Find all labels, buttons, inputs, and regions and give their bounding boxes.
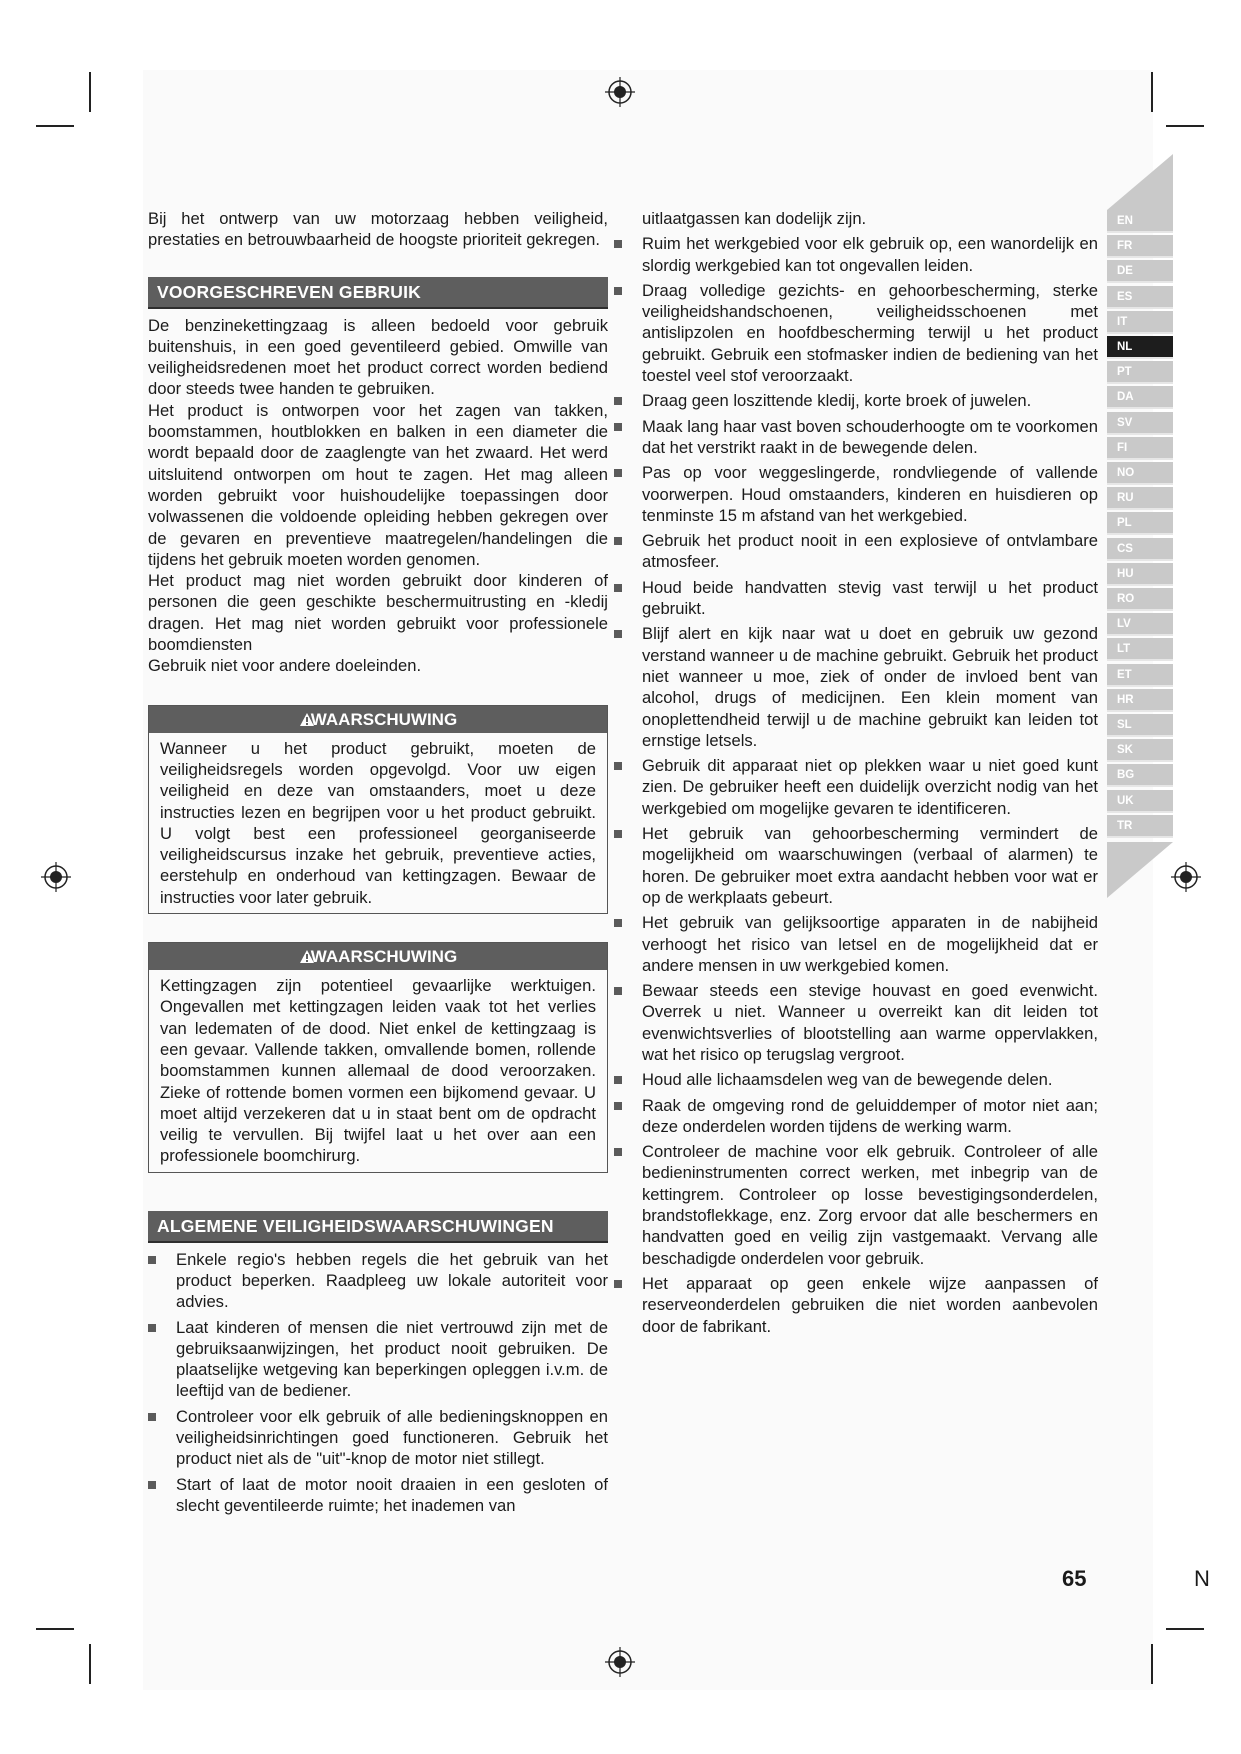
- registration-mark-icon: [41, 862, 71, 892]
- list-item-text: uitlaatgassen kan dodelijk zijn.: [642, 209, 867, 228]
- crop-mark: [1166, 125, 1204, 127]
- crop-mark: [36, 1628, 74, 1630]
- left-column: [148, 208, 608, 1520]
- bullet-icon: [614, 537, 622, 545]
- bullet-icon: [614, 1280, 622, 1288]
- bullet-icon: [614, 287, 622, 295]
- crop-mark: [1166, 1628, 1204, 1630]
- tab-hu[interactable]: HU: [1107, 563, 1173, 586]
- safety-list: [148, 1249, 608, 1517]
- bullet-icon: [614, 584, 622, 592]
- intro-paragraph: Bij het ontwerp van uw motorzaag hebben veiligheid, prestaties en betrouwbaarheid de hoogste prioriteit gekregen.: [148, 209, 608, 250]
- list-item: [614, 416, 1098, 459]
- bullet-icon: [148, 1481, 156, 1489]
- bullet-icon: [148, 1256, 156, 1264]
- crop-mark: [89, 1644, 91, 1684]
- list-item: [614, 1141, 1098, 1269]
- list-item-text: Het apparaat op geen enkele wijze aanpassen of reserveonderdelen gebruiken die niet worden aanbevolen door de fabrikant.: [642, 1273, 1098, 1336]
- tab-es[interactable]: ES: [1107, 286, 1173, 309]
- bullet-icon: [614, 919, 622, 927]
- bullet-icon: [614, 987, 622, 995]
- tab-sl[interactable]: SL: [1107, 714, 1173, 737]
- tab-it[interactable]: IT: [1107, 311, 1173, 334]
- warning-box: [148, 942, 608, 1173]
- list-item: [614, 823, 1098, 908]
- list-item-text: Pas op voor weggeslingerde, rondvliegende of vallende voorwerpen. Houd omstaanders, kinderen en huisdieren op tenminste 15 m afstand van het werkgebied.: [642, 463, 1098, 525]
- bullet-icon: [614, 397, 622, 405]
- tab-pt[interactable]: PT: [1107, 361, 1173, 384]
- tab-fi[interactable]: FI: [1107, 437, 1173, 460]
- right-column: [642, 208, 1098, 1341]
- tab-lt[interactable]: LT: [1107, 638, 1173, 661]
- paragraph: Het product is ontworpen voor het zagen van takken, boomstammen, houtblokken en balken in een diameter die wordt bepaald door de zaaglengte van het zwaard. Het werd uitsluitend ontworpen om hout te zagen. Het mag alleen worden gebruikt voor huishoudelijke toepassingen door volwassenen die voldoende opleiding hebben gekregen over de gevaren en preventieve maatregelen/handelingen die tijdens het gebruik moeten worden genomen.: [148, 400, 608, 569]
- bullet-icon: [614, 1102, 622, 1110]
- list-item: [148, 1406, 608, 1470]
- warning-text: Kettingzagen zijn potentieel gevaarlijke werktuigen. Ongevallen met kettingzagen leiden vaak tot het verlies van ledematen of de dood. Niet enkel de kettingzaag is een gevaar. Vallende takken, omvallende bomen, rollende boomstammen kunnen allemaal de dood veroorzaken. Zieke of rottende bomen vormen een bijkomend gevaar. U moet altijd verzekeren dat u in staat bent om de opdracht veilig te vervullen. Bij twijfel laat u het over aan een professionele boomchirurg.: [160, 976, 596, 1166]
- list-item-text: Houd alle lichaamsdelen weg van de bewegende delen.: [642, 1070, 1053, 1090]
- tab-strip-bottom-wedge: [1107, 842, 1173, 898]
- tab-cs[interactable]: CS: [1107, 538, 1173, 561]
- section-heading-prescribed-use: VOORGESCHREVEN GEBRUIK: [148, 277, 608, 309]
- tab-en[interactable]: EN: [1107, 210, 1173, 233]
- bullet-icon: [614, 1076, 622, 1084]
- list-item-text: Maak lang haar vast boven schouderhoogte om te voorkomen dat het verstrikt raakt in de bewegende delen.: [642, 416, 1098, 457]
- list-item: [614, 755, 1098, 819]
- list-item: [614, 1069, 1098, 1090]
- tab-fr[interactable]: FR: [1107, 235, 1173, 258]
- list-item-text: Controleer de machine voor elk gebruik. Controleer of alle bedieninstrumenten correct werken, met inbegrip van de kettingrem. Controleer op losse bevestigingsonderdelen, brandstoflekkage, enz. Zorg ervoor dat alle beschermers en handvatten goed en veilig zijn vastgemaakt. Vervang alle beschadigde onderdelen voor gebruik.: [642, 1142, 1098, 1268]
- list-item: [614, 1273, 1098, 1337]
- bullet-icon: [614, 1148, 622, 1156]
- tab-de[interactable]: DE: [1107, 260, 1173, 283]
- bullet-icon: [614, 630, 622, 638]
- list-item: [614, 233, 1098, 276]
- bullet-icon: [614, 762, 622, 770]
- list-item-text: Raak de omgeving rond de geluiddemper of motor niet aan; deze onderdelen worden tijdens de werking warm.: [642, 1095, 1098, 1136]
- tab-ro[interactable]: RO: [1107, 588, 1173, 611]
- tab-sk[interactable]: SK: [1107, 739, 1173, 762]
- tab-nl[interactable]: NL: [1107, 336, 1173, 359]
- section-heading-general-safety: ALGEMENE VEILIGHEIDSWAARSCHUWINGEN: [148, 1211, 608, 1243]
- list-item: [614, 980, 1098, 1065]
- safety-list-continued: [614, 208, 1098, 1337]
- tab-lv[interactable]: LV: [1107, 613, 1173, 636]
- edge-mark: N: [1194, 1566, 1210, 1591]
- tab-bg[interactable]: BG: [1107, 764, 1173, 787]
- paragraph: De benzinekettingzaag is alleen bedoeld voor gebruik buitenshuis, in een goed geventileerd gebied. Omwille van veiligheidsredenen moet het product correct worden bediend door steeds twee handen te gebruiken.: [148, 315, 608, 399]
- warning-title: WAARSCHUWING: [310, 709, 458, 729]
- list-item: [148, 1474, 608, 1517]
- list-item: [614, 280, 1098, 386]
- bullet-icon: [148, 1324, 156, 1332]
- list-item: [614, 912, 1098, 976]
- registration-mark-icon: [1171, 862, 1201, 892]
- bullet-icon: [148, 1413, 156, 1421]
- warning-title: WAARSCHUWING: [310, 947, 458, 967]
- list-item: [614, 577, 1098, 620]
- tab-ru[interactable]: RU: [1107, 487, 1173, 510]
- crop-mark: [89, 72, 91, 112]
- list-item-text: Start of laat de motor nooit draaien in een gesloten of slecht geventileerde ruimte; het inademen van: [176, 1474, 608, 1515]
- warning-header: [149, 943, 607, 970]
- tab-uk[interactable]: UK: [1107, 790, 1173, 813]
- list-item-text: Het gebruik van gelijksoortige apparaten in de nabijheid verhoogt het risico van letsel en de mogelijkheid dat er andere mensen in uw werkgebied komen.: [642, 913, 1098, 975]
- tab-pl[interactable]: PL: [1107, 512, 1173, 535]
- tab-da[interactable]: DA: [1107, 386, 1173, 409]
- list-item-text: Bewaar steeds een stevige houvast en goed evenwicht. Overrek u niet. Wanneer u overreikt kan dit leiden tot evenwichtsverlies of blootstelling aan warme oppervlakken, wat het risico op terugslag vergroot.: [642, 981, 1098, 1064]
- tab-tr[interactable]: TR: [1107, 815, 1173, 838]
- tab-no[interactable]: NO: [1107, 462, 1173, 485]
- list-item-text: Gebruik dit apparaat niet op plekken waar u niet goed kunt zien. De gebruiker heeft een duidelijk overzicht nodig van het werkgebied om mogelijke gevaren te identificeren.: [642, 756, 1098, 818]
- list-item-text: Laat kinderen of mensen die niet vertrouwd zijn met de gebruiksaanwijzingen, het product nooit gebruiken. De plaatselijke wetgeving kan beperkingen opleggen i.v.m. de leeftijd van de bediener.: [176, 1317, 608, 1401]
- list-item-text: Controleer voor elk gebruik of alle bedieningsknoppen en veiligheidsinrichtingen goed functioneren. Gebruik het product niet als de "uit"-knop de motor niet stillegt.: [176, 1406, 608, 1469]
- crop-mark: [1151, 1644, 1153, 1684]
- list-item-text: Gebruik het product nooit in een explosieve of ontvlambare atmosfeer.: [642, 531, 1098, 572]
- list-item-text: Draag volledige gezichts- en gehoorbescherming, sterke veiligheidshandschoenen, veiligheidsschoenen met antislipzolen en hoofdbescherming terwijl u het product gebruikt. Gebruik een stofmasker indien de bediening van het toestel veel stof veroorzaakt.: [642, 280, 1098, 386]
- list-item-text: Het gebruik van gehoorbescherming vermindert de mogelijkheid om waarschuwingen (verbaal of alarmen) te horen. De gebruiker moet extra aandacht hebben voor wat er op de werkplaats gebeurt.: [642, 824, 1098, 907]
- tab-sv[interactable]: SV: [1107, 412, 1173, 435]
- list-item: [614, 462, 1098, 526]
- list-item: [148, 1317, 608, 1402]
- list-item: [148, 1249, 608, 1313]
- list-item-text: Blijf alert en kijk naar wat u doet en gebruik uw gezond verstand wanneer u de machine gebruikt. Gebruik het product niet wanneer u moe, ziek of onder de invloed bent van alcohol, drugs of medicijnen. Een klein moment van onoplettendheid terwijl u de machine gebruikt kan leiden tot ernstige letsels.: [642, 624, 1098, 750]
- warning-box: [148, 705, 608, 914]
- list-item: [614, 1095, 1098, 1138]
- list-item-text: Houd beide handvatten stevig vast terwijl u het product gebruikt.: [642, 577, 1098, 619]
- tab-hr[interactable]: HR: [1107, 689, 1173, 712]
- paragraph: Gebruik niet voor andere doeleinden.: [148, 656, 422, 676]
- bullet-icon: [614, 240, 622, 248]
- bullet-icon: [614, 423, 622, 431]
- tab-et[interactable]: ET: [1107, 664, 1173, 687]
- list-item: [614, 623, 1098, 751]
- list-item: [614, 530, 1098, 573]
- list-item-text: Enkele regio's hebben regels die het gebruik van het product beperken. Raadpleeg uw lokale autoriteit voor advies.: [176, 1249, 608, 1312]
- registration-mark-icon: [605, 77, 635, 107]
- warning-text: Wanneer u het product gebruikt, moeten de veiligheidsregels worden opgevolgd. Voor uw eigen veiligheid en deze van omstaanders, moet u deze instructies lezen en begrijpen voor u het product gebruikt. U volgt best een professioneel georganiseerde veiligheidscursus inzake het gebruik, preventieve acties, eerstehulp en onderhoud van kettingzagen. Bewaar de instructies voor later gebruik.: [160, 738, 596, 907]
- crop-mark: [1151, 72, 1153, 112]
- list-item-continuation: [614, 208, 1098, 229]
- list-item-text: Ruim het werkgebied voor elk gebruik op, een wanordelijk en slordig werkgebied kan tot ongevallen leiden.: [642, 234, 1098, 275]
- registration-mark-icon: [605, 1647, 635, 1677]
- page-number: 65: [1062, 1566, 1087, 1591]
- bullet-icon: [614, 469, 622, 477]
- paragraph: Het product mag niet worden gebruikt door kinderen of personen die geen geschikte beschermuitrusting en -kledij dragen. Het mag niet worden gebruikt voor professionele boomdiensten: [148, 571, 608, 655]
- crop-mark: [36, 125, 74, 127]
- bullet-icon: [614, 830, 622, 838]
- list-item-text: Draag geen loszittende kledij, korte broek of juwelen.: [642, 391, 1032, 411]
- tab-strip-top-wedge: [1107, 154, 1173, 210]
- list-item: [614, 390, 1098, 411]
- warning-header: [149, 706, 607, 733]
